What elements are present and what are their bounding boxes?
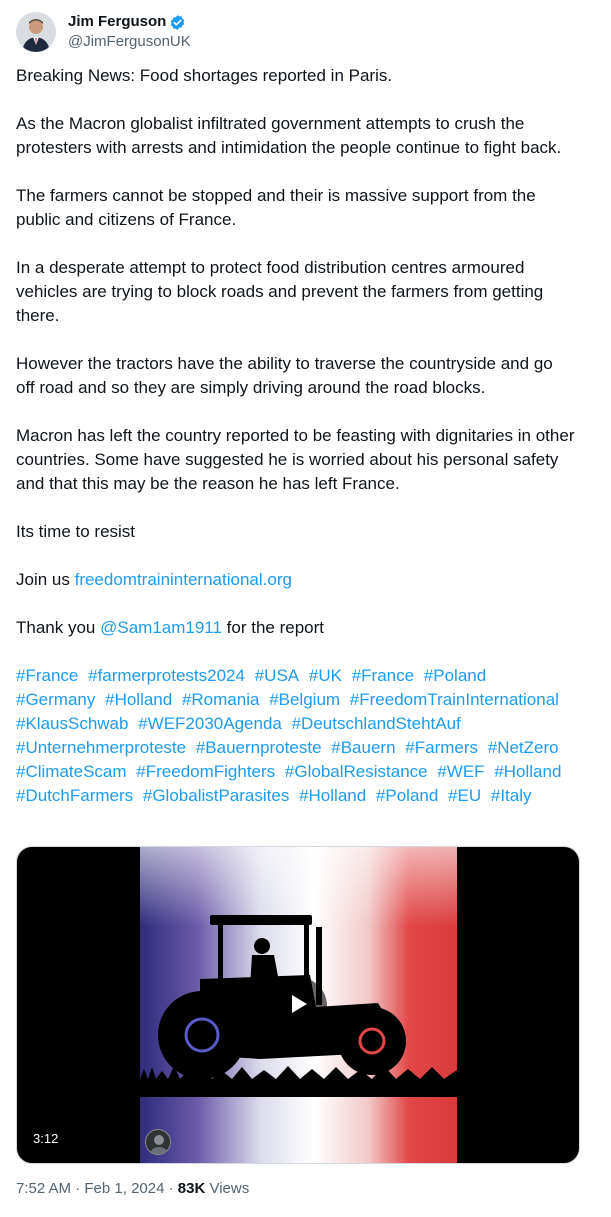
tweet-metadata xyxy=(16,1179,249,1199)
views-count: 83K xyxy=(177,1180,206,1197)
hashtag-link[interactable]: #Germany xyxy=(16,690,96,709)
hashtag-link[interactable]: #WEF2030Agenda xyxy=(138,714,282,733)
play-button[interactable] xyxy=(269,977,327,1035)
hashtag-link[interactable]: #Unternehmerproteste xyxy=(16,738,187,757)
tweet-header xyxy=(16,10,191,54)
hashtag-link[interactable]: #Bauernproteste xyxy=(195,738,322,757)
tweet-paragraph: Macron has left the country reported to be feasting with dignitaries in other countries. Some have suggested he is worried about his personal safety and that this may be the reason he has left France. xyxy=(16,426,575,493)
hashtag-link[interactable]: #NetZero xyxy=(487,738,559,757)
verified-badge-icon xyxy=(169,14,186,31)
hashtag-link[interactable]: #DutchFarmers xyxy=(16,786,134,805)
hashtag-link[interactable]: #France xyxy=(16,666,79,685)
hashtag-link[interactable]: #GlobalResistance xyxy=(284,762,428,781)
thanks-suffix: for the report xyxy=(221,618,325,637)
tweet-text xyxy=(16,64,576,808)
hashtag-link[interactable]: #Poland xyxy=(375,786,439,805)
hashtag-link[interactable]: #Holland xyxy=(494,762,562,781)
tweet-paragraph: However the tractors have the ability to traverse the countryside and go off road and so they are simply driving around the road blocks. xyxy=(16,354,553,397)
mention-link[interactable]: @Sam1am1911 xyxy=(100,618,222,637)
thanks-paragraph xyxy=(16,616,576,640)
hashtag-link[interactable]: #EU xyxy=(448,786,482,805)
meta-separator: · xyxy=(71,1180,85,1197)
author-names xyxy=(68,12,191,52)
tweet-paragraph: The farmers cannot be stopped and their is massive support from the public and citizens of France. xyxy=(16,186,536,229)
video-overlay-avatar-icon xyxy=(145,1129,171,1155)
author-handle[interactable]: @JimFergusonUK xyxy=(68,33,191,50)
tweet-paragraph: In a desperate attempt to protect food distribution centres armoured vehicles are trying to block roads and prevent the farmers from getting there. xyxy=(16,258,544,325)
hashtag-list xyxy=(16,664,576,808)
hashtag-link[interactable]: #DeutschlandStehtAuf xyxy=(291,714,461,733)
hashtag-link[interactable]: #GlobalistParasites xyxy=(142,786,290,805)
hashtag-link[interactable]: #FreedomFighters xyxy=(136,762,276,781)
hashtag-link[interactable]: #USA xyxy=(254,666,300,685)
hashtag-link[interactable]: #ClimateScam xyxy=(16,762,127,781)
hashtag-link[interactable]: #Italy xyxy=(490,786,532,805)
video-player[interactable] xyxy=(16,846,580,1164)
hashtag-link[interactable]: #WEF xyxy=(437,762,485,781)
hashtag-link[interactable]: #Holland xyxy=(105,690,173,709)
hashtag-link[interactable]: #Romania xyxy=(181,690,260,709)
video-duration: 3:12 xyxy=(27,1128,64,1150)
views-label: Views xyxy=(205,1180,250,1197)
author-name[interactable]: Jim Ferguson xyxy=(68,13,167,30)
play-icon xyxy=(286,992,310,1021)
hashtag-link[interactable]: #Belgium xyxy=(269,690,341,709)
tweet-paragraph: As the Macron globalist infiltrated government attempts to crush the protesters with arrests and intimidation the people continue to fight back. xyxy=(16,114,562,157)
hashtag-link[interactable]: #Bauern xyxy=(331,738,396,757)
author-avatar[interactable] xyxy=(16,12,56,52)
tweet-paragraph: Breaking News: Food shortages reported in Paris. xyxy=(16,66,393,85)
hashtag-link[interactable]: #farmerprotests2024 xyxy=(88,666,245,685)
post-date[interactable]: Feb 1, 2024 xyxy=(84,1180,165,1197)
join-prefix: Join us xyxy=(16,570,75,589)
thanks-prefix: Thank you xyxy=(16,618,101,637)
hashtag-link[interactable]: #Poland xyxy=(423,666,487,685)
tweet-paragraph: Its time to resist xyxy=(16,522,136,541)
join-paragraph xyxy=(16,568,576,592)
hashtag-link[interactable]: #Holland xyxy=(299,786,367,805)
hashtag-link[interactable]: #FreedomTrainInternational xyxy=(349,690,559,709)
meta-separator: · xyxy=(164,1180,178,1197)
hashtag-link[interactable]: #Farmers xyxy=(405,738,479,757)
external-link[interactable]: freedomtraininternational.org xyxy=(74,570,292,589)
post-time[interactable]: 7:52 AM xyxy=(16,1180,72,1197)
hashtag-link[interactable]: #UK xyxy=(308,666,342,685)
hashtag-link[interactable]: #France xyxy=(351,666,415,685)
hashtag-link[interactable]: #KlausSchwab xyxy=(16,714,129,733)
